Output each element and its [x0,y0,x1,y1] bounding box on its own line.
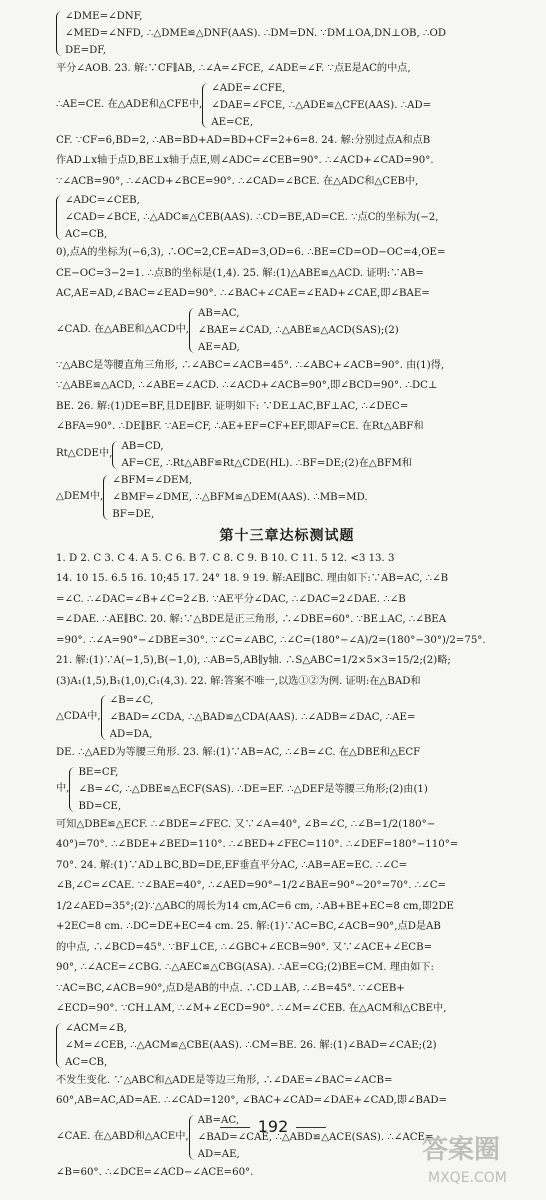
text-line: (3)A₁(1,5),B₁(1,0),C₁(4,3). 22. 解:答案不唯一,以选①②为例. 证明:在△BAD和 [56,675,421,687]
text-line: ∠BFA=90°. ∴DE∥BF. ∵AE=CF, ∴AE+EF=CF+EF,即AF=CE. 在Rt△ABF和 [56,421,424,432]
text-line: DE. ∴△AED为等腰三角形. 23. 解:(1)∵AB=AC, ∴∠B=∠C. 在△DBE和△ECF [56,747,421,758]
brace-group [56,192,518,243]
dash-right [296,1127,326,1128]
text-line: CE−OC=3−2=1. ∴点B的坐标是(1,4). 25. 解:(1)△ABE≌△ACD. 证明:∵AB= [56,267,424,279]
text-line: 的中点, ∴∠BCD=45°. ∵BF⊥CE, ∴∠GBC+∠ECB=90°. 又∵∠ACE+∠ECB= [56,941,433,953]
text-line: 14. 10 15. 6.5 16. 10;45 17. 24° 18. 9 19. 解:AE∥BC. 理由如下:∵AB=AC, ∴∠B [56,573,449,584]
brace-line: AF=CE, ∴Rt△ABF≌Rt△CDE(HL). ∴BF=DE;(2)在△BFM和 [121,457,412,469]
brace-line: ∠BAD=∠CAE, ∴△ABD≌△ACE(SAS). ∴∠ACE= [197,1131,434,1143]
brace-line: ∠MED=∠NFD, ∴△DME≌△DNF(AAS). ∴DM=DN. ∵DM⊥OA,DN⊥OB, ∴OD [65,28,447,39]
brace-group [56,1020,518,1071]
text-line: CF. ∵CF=6,BD=2, ∴AB=BD+AD=BD+CF=2+6=8. 24. 解:分别过点A和点B [56,134,431,146]
brace-line: AE=AD, [198,341,240,353]
text-line: ∵∠ACB=90°, ∴∠ACD+∠BCE=90°. ∴∠CAD=∠BCE. 在△ADC和△CEB中, [56,175,419,187]
text-line: 90°, ∴∠ACE=∠CBG. ∴△AEC≌△CBG(ASA). ∴AE=CG;(2)BE=CM. 理由如下: [56,962,434,973]
text-line: =90°. ∴∠A=90°−∠DBE=30°. ∵∠C=∠ABC, ∴∠C=(180°−∠A)/2=(180°−30°)/2=75°. [56,634,486,646]
text-line: AC,AE=AD,∠BAC=∠EAD=90°. ∴∠BAC+∠CAE=∠EAD+∠CAE,即∠BAE= [56,288,430,299]
text-line: ∠B,∠C=∠CAE. ∵∠BAE=40°, ∴∠AED=90°−1/2∠BAE=90°−20°=70°. ∴∠C= [56,880,447,891]
brace-mark [112,441,118,469]
section-title: 第十三章达标测试题 [219,527,355,544]
brace-prefix: ∠CAD. 在△ABE和△ACD中, [56,323,190,335]
brace-group [56,764,518,815]
text-line: ∠ECD=90°. ∵CH⊥AM, ∴∠M+∠ECD=90°. ∴∠M=∠CEB. 在△ACM和△CBE中, [56,1003,447,1014]
text-line: 60°,AB=AC,AD=AE. ∴∠CAD=120°, ∠BAC+∠CAD=∠DAE+∠CAD,即∠BAD= [56,1095,448,1106]
answer-page [56,8,518,1183]
brace-group [56,305,518,356]
text-line: 可知△DBE≌△ECF. ∴∠BDE=∠FEC. 又∵∠A=40°, ∠B=∠C, ∴∠B=1/2(180°− [56,818,436,830]
brace-line: ∠BFM=∠DEM, [112,474,193,486]
text-line: 70°. 24. 解:(1)∵AD⊥BC,BD=DE,EF垂直平分AC, ∴AB=AE=EC. ∴∠C= [56,859,408,871]
brace-group [56,8,518,59]
text-line: 1. D 2. C 3. C 4. A 5. C 6. B 7. C 8. C 9. B 10. C 11. 5 12. <3 13. 3 [56,552,395,564]
text-line: 21. 解:(1)∵A(−1,5),B(−1,0), ∴AB=5,AB∥y轴. ∴S△ABC=1/2×5×3=15/2;(2)略; [56,655,451,666]
brace-prefix: △CDA中, [56,711,101,723]
brace-line: AB=AC, [197,1114,240,1126]
brace-mark [103,475,109,520]
brace-mark [56,11,62,56]
watermark-text-top: 答案圈 [422,1135,501,1165]
brace-mark [189,308,195,353]
brace-line: ∠ADE=∠CFE, [211,82,286,94]
brace-mark [202,83,208,128]
brace-line: ∠ACM=∠B, [65,1022,127,1034]
text-line: 不发生变化. ∵△ABC和△ADE是等边三角形, ∴∠DAE=∠BAC=∠ACB= [56,1074,393,1086]
brace-line: ∠CAD=∠BCE, ∴△ADC≌△CEB(AAS). ∴CD=BE,AD=CE. ∵点C的坐标为(−2, [65,212,439,223]
text-line: BE. 26. 解:(1)DE=BF,且DE∥BF. 证明如下: ∵DE⊥AC,BF⊥AC, ∴∠DEC= [56,400,409,412]
brace-line: ∠DAE=∠FCE, ∴△ADE≌△CFE(AAS). ∴AD= [211,99,432,111]
brace-line: ∠BAE=∠CAD, ∴△ABE≌△ACD(SAS);(2) [198,324,399,336]
text-line: 40°)=70°. ∴∠BDE+∠BED=110°. ∴∠BED+∠FEC=110°. ∴∠DEF=180°−110°= [56,839,459,850]
brace-prefix: △DEM中, [56,490,104,502]
brace-group [56,692,518,743]
text-line: ∵△ABE≌△ACD, ∴∠ABE=∠ACD. ∴∠ACD+∠ACB=90°,即∠BCD=90°. ∴DC⊥ [56,380,438,391]
brace-line: ∠BMF=∠DME, ∴△BFM≌△DEM(AAS). ∴MB=MD. [112,491,368,503]
dash-left [220,1127,250,1128]
brace-line: AB=CD, [121,440,164,452]
brace-line: ∠B=∠C, [109,695,154,706]
text-line: 作AD⊥x轴于点D,BE⊥x轴于点E,则∠ADC=∠CEB=90°. ∴∠ACD+∠CAD=90°. [56,155,434,166]
brace-lines [65,1020,518,1071]
brace-line: ∠ADC=∠CEB, [65,195,140,206]
brace-group [56,472,518,523]
brace-lines [198,305,518,356]
brace-line: AC=CB, [65,1056,108,1068]
brace-prefix: ∴AE=CE. 在△ADE和△CFE中, [56,98,203,110]
brace-group [56,438,518,472]
brace-line: AC=CB, [65,229,108,240]
brace-mark [69,767,75,812]
brace-lines [65,192,518,243]
page-number-text: 192 [257,1117,289,1136]
brace-line: BF=DE, [112,508,155,520]
text-line: 平分∠AOB. 23. 解:∵CF∥AB, ∴∠A=∠FCE, ∠ADE=∠F. ∵点E是AC的中点, [56,63,411,74]
brace-line: BE=CF, [78,766,119,778]
brace-lines [65,8,518,59]
brace-mark [101,695,107,740]
brace-line: AB=AC, [198,307,240,319]
brace-line: AD=DA, [109,729,153,740]
brace-lines [112,472,518,523]
brace-line: DE=DF, [65,45,107,56]
brace-prefix: ∠CAE. 在△ABD和△ACE中, [56,1130,189,1142]
text-line: +2EC=8 cm. ∴DC=DE+EC=4 cm. 25. 解:(1)∵AC=BC,∠ACB=90°,点D是AB [56,921,441,932]
brace-mark [56,195,62,240]
brace-line: ∠BAD=∠CDA, ∴△BAD≌△CDA(AAS). ∴∠ADB=∠DAC, ∴AE= [109,712,416,723]
text-line: ∵△ABC是等腰直角三角形, ∴∠ABC=∠ACB=45°. ∴∠ABC+∠ACB=90°. 由(1)得, [56,359,445,371]
text-line: =∠DAE. ∴AE∥BC. 20. 解:∵△BDE是正三角形, ∴∠DBE=60°. ∵BE⊥AC, ∴∠BEA [56,614,447,625]
brace-lines [110,692,518,743]
brace-lines [78,764,518,815]
watermark-text-bottom: MXQE.COM [428,1170,507,1186]
brace-line: AD=AE, [197,1148,240,1160]
text-line: =∠C. ∴∠DAC=∠B+∠C=2∠B. ∵AE平分∠DAC, ∴∠DAC=2∠DAE. ∴∠B [56,593,406,605]
brace-group [56,80,518,131]
brace-line: BD=CE, [78,800,122,812]
text-line: 0),点A的坐标为(−6,3), ∴OC=2,CE=AD=3,OD=6. ∴BE=CD=OD−OC=4,OE= [56,247,446,258]
watermark-logo [418,1124,538,1188]
brace-lines [211,80,518,131]
brace-line: ∠B=∠C, ∴△DBE≌△ECF(SAS). ∴DE=EF. ∴△DEF是等腰三角形;(2)由(1) [78,783,428,795]
brace-line: ∠M=∠CEB, ∴△ACM≌△CBE(AAS). ∴CM=BE. 26. 解:(1)∠BAD=∠CAE;(2) [65,1039,437,1051]
text-line: 1/2∠AED=35°;(2)∵△ABC的周长为14 cm,AC=6 cm, ∴AB+BE+EC=8 cm,即2DE [56,900,454,912]
brace-prefix: Rt△CDE中, [56,448,113,460]
brace-line: AE=CE, [211,116,254,128]
brace-line: ∠DME=∠DNF, [65,11,143,22]
brace-mark [56,1023,62,1068]
text-line: ∵AC=BC,∠ACB=90°,点D是AB的中点. ∴CD⊥AB, ∴∠B=45°. ∵∠CEB+ [56,982,405,994]
brace-lines [121,438,518,472]
brace-prefix: 中, [56,782,70,794]
text-line: ∠B=60°. ∴∠DCE=∠ACD−∠ACE=60°. [56,1166,254,1178]
